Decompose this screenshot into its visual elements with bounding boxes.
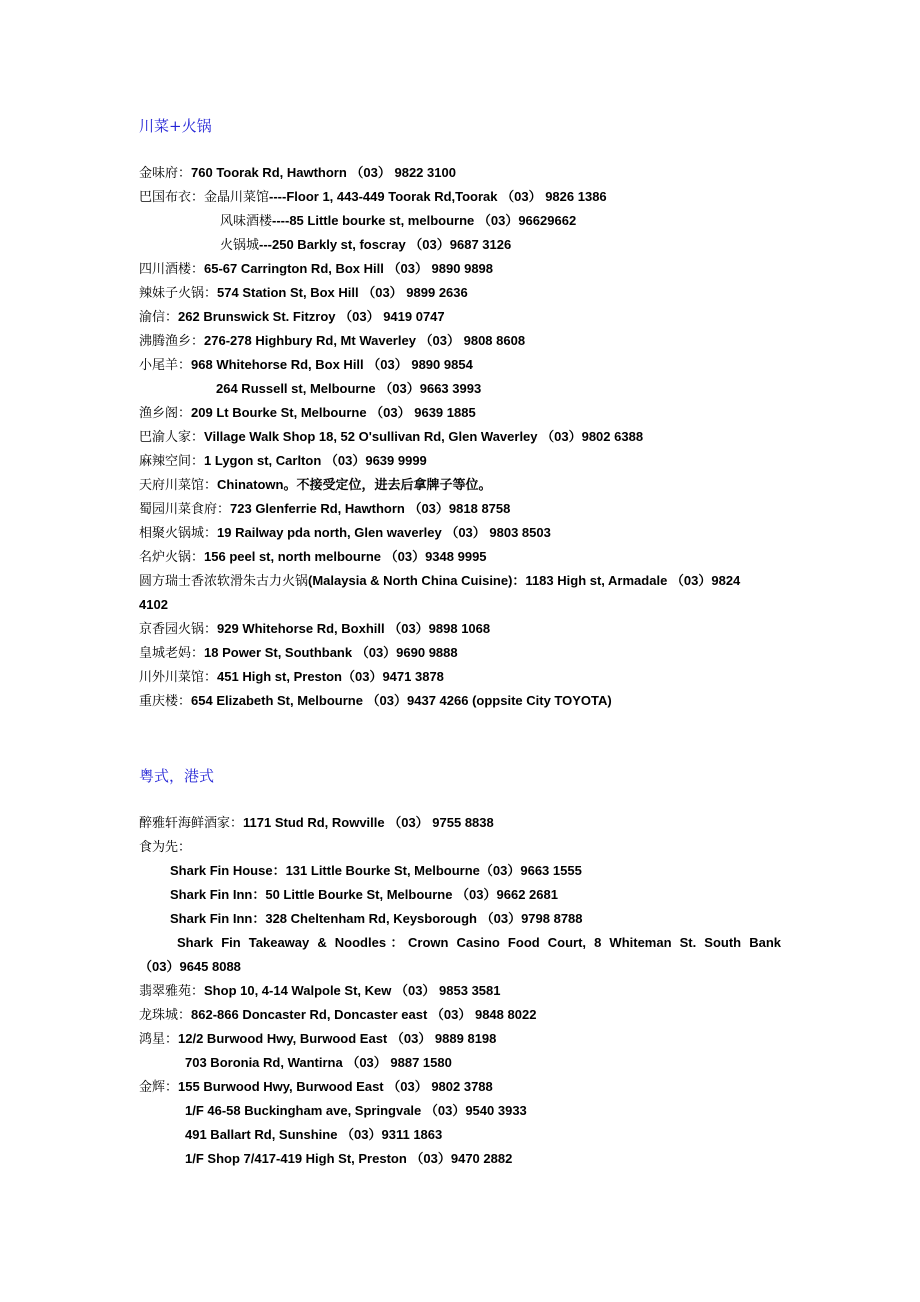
listing-line — [139, 405, 476, 421]
restaurant-name: 圆方瑞士香浓软滑朱古力火锅 — [139, 573, 309, 588]
restaurant-address: 574 Station St, Box Hill （03） 9899 2636 — [217, 285, 468, 300]
restaurant-address: Shark Fin Takeaway & Noodles：Crown Casino Food Court, 8 Whiteman St. South Bank — [177, 935, 781, 950]
listing-line — [139, 815, 494, 831]
restaurant-name: 巴渝人家： — [139, 429, 205, 444]
listing-line — [139, 165, 456, 181]
listing-line — [139, 357, 473, 373]
restaurant-name: 小尾羊： — [139, 357, 192, 372]
restaurant-address: 18 Power St, Southbank （03）9690 9888 — [204, 645, 458, 660]
listing-line — [139, 549, 487, 565]
restaurant-address: （03）9645 8088 — [139, 959, 241, 974]
listing-line — [139, 983, 501, 999]
restaurant-address: 1171 Stud Rd, Rowville （03） 9755 8838 — [243, 815, 494, 830]
restaurant-address: ---250 Barkly st, foscray （03）9687 3126 — [259, 237, 512, 252]
restaurant-name: 渔乡阁： — [139, 405, 192, 420]
restaurant-name: 蜀园川菜食府： — [139, 501, 231, 516]
restaurant-address: 12/2 Burwood Hwy, Burwood East （03） 9889 8198 — [178, 1031, 497, 1046]
restaurant-address: Shark Fin Inn：328 Cheltenham Rd, Keysborough （03）9798 8788 — [170, 911, 583, 926]
restaurant-address: 65-67 Carrington Rd, Box Hill （03） 9890 9898 — [204, 261, 494, 276]
restaurant-address: 703 Boronia Rd, Wantirna （03） 9887 1580 — [185, 1055, 452, 1070]
restaurant-address: 968 Whitehorse Rd, Box Hill （03） 9890 9854 — [191, 357, 473, 372]
restaurant-name: 沸腾渔乡： — [139, 333, 205, 348]
restaurant-address: 264 Russell st, Melbourne （03）9663 3993 — [216, 381, 482, 396]
listing-line — [139, 1007, 536, 1023]
restaurant-name: 鸿星： — [139, 1031, 179, 1046]
restaurant-address: 276-278 Highbury Rd, Mt Waverley （03） 9808 8608 — [204, 333, 526, 348]
restaurant-name: 金辉： — [139, 1079, 179, 1094]
restaurant-address: Village Walk Shop 18, 52 O'sullivan Rd, Glen Waverley （03）9802 6388 — [204, 429, 644, 444]
restaurant-address: ----85 Little bourke st, melbourne （03）96629662 — [272, 213, 577, 228]
restaurant-address: 862-866 Doncaster Rd, Doncaster east （03） 9848 8022 — [191, 1007, 537, 1022]
restaurant-name: 龙珠城： — [139, 1007, 192, 1022]
restaurant-name: 天府川菜馆： — [139, 477, 218, 492]
listing-line — [170, 911, 583, 927]
restaurant-address: 1/F Shop 7/417-419 High St, Preston （03）9470 2882 — [185, 1151, 513, 1166]
restaurant-name: 麻辣空间： — [139, 453, 205, 468]
restaurant-name: 金味府： — [139, 165, 192, 180]
restaurant-address: 723 Glenferrie Rd, Hawthorn （03）9818 8758 — [230, 501, 511, 516]
restaurant-name: 京香园火锅： — [139, 621, 218, 636]
listing-line — [177, 935, 781, 951]
listing-line — [220, 213, 576, 229]
restaurant-address: 209 Lt Bourke St, Melbourne （03） 9639 1885 — [191, 405, 476, 420]
restaurant-name: 川外川菜馆： — [139, 669, 218, 684]
restaurant-address: Chinatown。不接受定位，进去后拿牌子等位。 — [217, 477, 492, 492]
listing-line — [139, 959, 241, 975]
listing-line — [185, 1127, 442, 1143]
listing-line — [185, 1103, 527, 1119]
section-heading-sichuan-hotpot: 川菜+火锅 — [139, 117, 212, 135]
listing-line — [139, 525, 551, 541]
restaurant-address: 929 Whitehorse Rd, Boxhill （03）9898 1068 — [217, 621, 491, 636]
listing-line — [139, 309, 445, 325]
listing-line — [139, 1079, 493, 1095]
restaurant-address: 4102 — [139, 597, 168, 612]
restaurant-name: 辣妹子火锅： — [139, 285, 218, 300]
listing-line — [139, 621, 490, 637]
listing-line — [220, 237, 511, 253]
listing-line — [139, 597, 168, 613]
restaurant-name: 渝信： — [139, 309, 179, 324]
restaurant-address: 451 High st, Preston（03）9471 3878 — [217, 669, 444, 684]
listing-line — [139, 189, 607, 205]
listing-line — [139, 501, 510, 517]
restaurant-name: 四川酒楼： — [139, 261, 205, 276]
listing-line — [139, 429, 643, 445]
listing-line — [216, 381, 481, 397]
listing-line — [139, 477, 491, 493]
listing-line — [185, 1151, 512, 1167]
restaurant-name: 相聚火锅城： — [139, 525, 218, 540]
restaurant-name: 食为先： — [139, 839, 192, 854]
restaurant-address: (Malaysia & North China Cuisine)：1183 High st, Armadale （03）9824 — [308, 573, 741, 588]
listing-line — [139, 839, 191, 855]
listing-line — [139, 645, 458, 661]
restaurant-address: 654 Elizabeth St, Melbourne （03）9437 4266 (oppsite City TOYOTA) — [191, 693, 612, 708]
restaurant-address: 19 Railway pda north, Glen waverley （03） 9803 8503 — [217, 525, 551, 540]
restaurant-address: 156 peel st, north melbourne （03）9348 9995 — [204, 549, 487, 564]
restaurant-address: 155 Burwood Hwy, Burwood East （03） 9802 3788 — [178, 1079, 493, 1094]
restaurant-name: 翡翠雅苑： — [139, 983, 205, 998]
restaurant-name: 重庆楼： — [139, 693, 192, 708]
restaurant-name: 皇城老妈： — [139, 645, 205, 660]
restaurant-address: Shark Fin House：131 Little Bourke St, Melbourne（03）9663 1555 — [170, 863, 582, 878]
listing-line — [139, 453, 427, 469]
restaurant-address: Shop 10, 4-14 Walpole St, Kew （03） 9853 3581 — [204, 983, 501, 998]
restaurant-name: 巴国布衣：金晶川菜馆 — [139, 189, 270, 204]
listing-line — [170, 863, 582, 879]
listing-line — [170, 887, 558, 903]
restaurant-name: 名炉火锅： — [139, 549, 205, 564]
listing-line — [139, 693, 612, 709]
listing-line — [139, 285, 468, 301]
restaurant-address: 1 Lygon st, Carlton （03）9639 9999 — [204, 453, 427, 468]
listing-line — [139, 573, 740, 589]
section-heading-cantonese-hk: 粤式，港式 — [139, 767, 215, 785]
restaurant-name: 风味酒楼 — [220, 213, 273, 228]
restaurant-address: 1/F 46-58 Buckingham ave, Springvale （03）9540 3933 — [185, 1103, 527, 1118]
restaurant-address: 760 Toorak Rd, Hawthorn （03） 9822 3100 — [191, 165, 456, 180]
restaurant-name: 醉雅轩海鲜酒家： — [139, 815, 244, 830]
restaurant-address: 262 Brunswick St. Fitzroy （03） 9419 0747 — [178, 309, 445, 324]
restaurant-address: ----Floor 1, 443-449 Toorak Rd,Toorak （03） 9826 1386 — [269, 189, 607, 204]
restaurant-address: 491 Ballart Rd, Sunshine （03）9311 1863 — [185, 1127, 443, 1142]
listing-line — [139, 333, 525, 349]
listing-line — [139, 261, 493, 277]
listing-line — [139, 669, 444, 685]
listing-line — [185, 1055, 452, 1071]
listing-line — [139, 1031, 496, 1047]
restaurant-name: 火锅城 — [220, 237, 260, 252]
restaurant-address: Shark Fin Inn：50 Little Bourke St, Melbourne （03）9662 2681 — [170, 887, 558, 902]
